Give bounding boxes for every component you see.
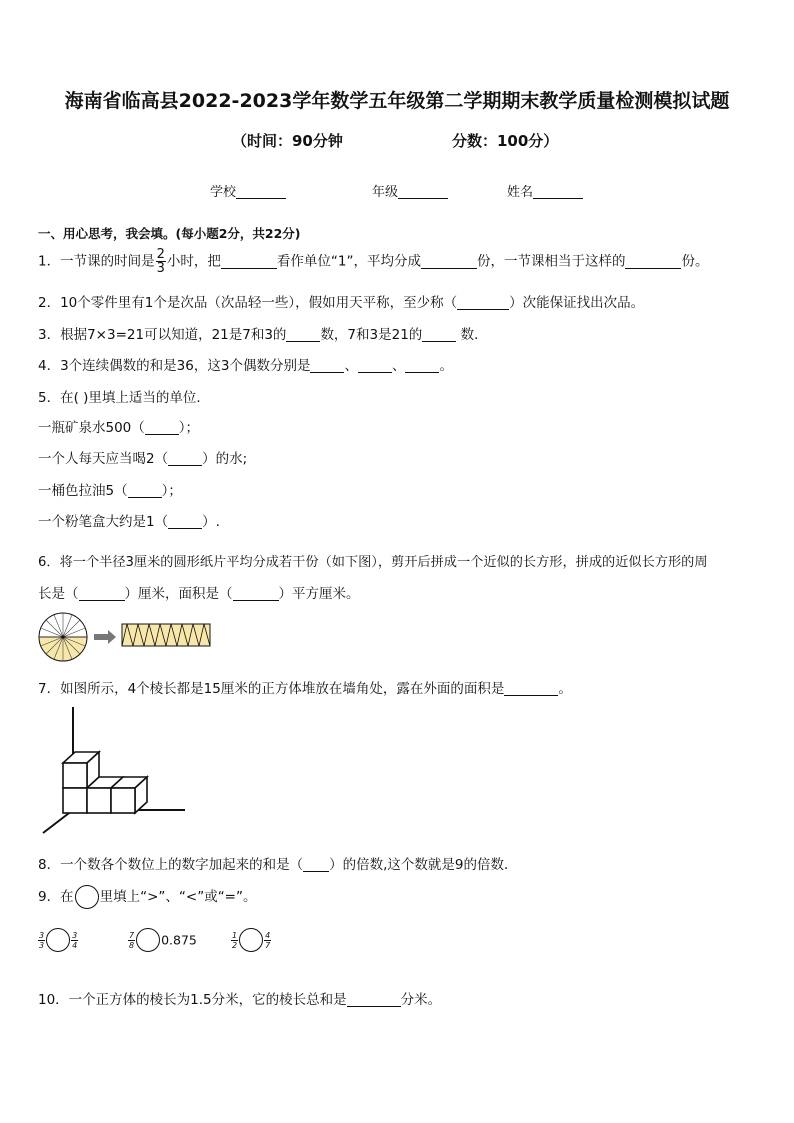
q9p3-compare-circle[interactable]: [239, 928, 263, 952]
q3-text-3: 数．: [456, 327, 488, 343]
q9p3-right-num: 4: [265, 930, 271, 940]
circle-to-rectangle-figure: [36, 610, 216, 664]
q3-blank-1[interactable]: [286, 327, 320, 342]
q5-item-b: [38, 447, 247, 467]
q9p1-compare-circle[interactable]: [46, 928, 70, 952]
question-6-line-2: [38, 582, 360, 602]
q9-circle-icon: [75, 885, 99, 909]
name-blank[interactable]: [533, 184, 583, 199]
q3-text-2: 数，7和3是21的: [320, 327, 423, 343]
cubes: [63, 752, 147, 813]
q6-text: 长是（: [38, 586, 79, 602]
q9p2-left-num: 7: [129, 930, 135, 940]
q7-text: 7．如图所示，4个棱长都是15厘米的正方体堆放在墙角处，露在外面的面积是: [38, 681, 505, 697]
q4-sep-1: 、: [344, 358, 358, 374]
q9-pair-2: [128, 928, 197, 952]
q9p1-right-num: 3: [72, 930, 78, 940]
q6-text-2: ）厘米，面积是（: [124, 586, 233, 602]
q4-blank-2[interactable]: [358, 358, 392, 373]
page-title: 海南省临高县2022-2023学年数学五年级第二学期期末教学质量检测模拟试题: [64, 90, 730, 112]
q5b-text-2: ）的水;: [202, 451, 248, 467]
q7-blank[interactable]: [504, 681, 558, 696]
q8-text: 8．一个数各个数位上的数字加起来的和是（: [38, 857, 304, 873]
divided-circle: [39, 613, 87, 661]
q1-text-3: 看作单位“1”，平均分成: [276, 253, 421, 270]
question-6: 6．将一个半径3厘米的圆形纸片平均分成若干份（如下图），剪开后拼成一个近似的长方形，拼成的近似长方形的周: [38, 555, 708, 570]
q8-text-2: ）的倍数,这个数就是9的倍数．: [329, 857, 518, 873]
question-2: [38, 291, 644, 311]
q4-text-2: 。: [439, 358, 453, 374]
exam-score: 分数：100分）: [452, 132, 559, 150]
q5b-text: 一个人每天应当喝2（: [38, 451, 169, 467]
q4-blank-1[interactable]: [310, 358, 344, 373]
question-8: [38, 853, 517, 873]
q3-text: 3．根据7×3=21可以知道，21是7和3的: [38, 327, 287, 343]
q1-text-2: 小时，把: [166, 253, 221, 270]
q1-frac-num: 2: [156, 247, 165, 262]
corner-cubes-figure: [40, 705, 190, 837]
q9-text-2: 里填上“>”、“<”或“=”。: [99, 889, 257, 905]
q9p1-left: [38, 931, 45, 950]
q9p3-left: [231, 931, 238, 950]
q9-pair-1: [38, 928, 78, 952]
q9p2-compare-circle[interactable]: [136, 928, 160, 952]
q5c-blank[interactable]: [128, 483, 162, 498]
q5d-text-2: ）.: [202, 514, 220, 530]
school-field: [210, 181, 286, 200]
q1-frac-den: 3: [156, 261, 165, 276]
q1-text: 1．一节课的时间是: [38, 253, 155, 270]
q9p3-right: [264, 931, 271, 950]
q6-blank-2[interactable]: [233, 586, 279, 601]
q5c-text: 一桶色拉油5（: [38, 483, 128, 499]
grade-field: [372, 181, 448, 200]
q9p1-right: [71, 931, 78, 950]
grade-label: 年级: [372, 185, 399, 200]
q9-text: 9．在: [38, 889, 74, 905]
q1-text-4: 份，一节课相当于这样的: [476, 253, 626, 270]
question-4: [38, 354, 453, 374]
q9p2-left-den: 8: [129, 940, 135, 950]
grade-blank[interactable]: [398, 184, 448, 199]
name-field: [507, 181, 583, 200]
q5d-blank[interactable]: [168, 514, 202, 529]
question-3: [38, 323, 488, 343]
approx-rectangle: [122, 624, 210, 646]
q5a-blank[interactable]: [145, 420, 179, 435]
q5-item-d: [38, 510, 220, 530]
q9p2-left: [128, 931, 135, 950]
name-label: 姓名: [507, 185, 534, 200]
q5b-blank[interactable]: [168, 451, 202, 466]
q9p3-left-num: 1: [232, 930, 238, 940]
q9p1-left-num: 3: [39, 930, 45, 940]
exam-time: （时间：90分钟: [232, 132, 343, 150]
q2-blank[interactable]: [457, 295, 509, 310]
school-label: 学校: [210, 185, 237, 200]
q2-text: 2．10个零件里有1个是次品（次品轻一些），假如用天平称，至少称（: [38, 295, 458, 311]
q9p2-right-value: 0.875: [161, 932, 197, 948]
q6-blank-1[interactable]: [79, 586, 125, 601]
q5-item-c: [38, 479, 182, 499]
q4-text: 4．3个连续偶数的和是36，这3个偶数分别是: [38, 358, 311, 374]
q9-pair-3: [231, 928, 271, 952]
q1-blank-2[interactable]: [421, 254, 477, 269]
q10-blank[interactable]: [347, 992, 401, 1007]
q10-text-2: 分米。: [400, 992, 442, 1008]
q5-item-a: [38, 416, 199, 436]
q5d-text: 一个粉笔盒大约是1（: [38, 514, 169, 530]
q3-blank-2[interactable]: [422, 327, 456, 342]
school-blank[interactable]: [236, 184, 286, 199]
q2-text-2: ）次能保证找出次品。: [509, 295, 645, 311]
question-1: [38, 248, 708, 275]
q6-text-3: ）平方厘米。: [278, 586, 360, 602]
question-7: [38, 677, 572, 697]
q10-text: 10．一个正方体的棱长为1.5分米，它的棱长总和是: [38, 992, 347, 1008]
q4-blank-3[interactable]: [405, 358, 439, 373]
q8-blank[interactable]: [303, 857, 329, 872]
arrow-icon: [94, 630, 116, 644]
section-heading: 一、用心思考，我会填。(每小题2分，共22分): [38, 226, 301, 241]
q4-sep-2: 、: [391, 358, 406, 374]
q5c-text-2: ）；: [161, 483, 182, 499]
q1-blank-3[interactable]: [625, 254, 681, 269]
q9p1-left-den: 3: [39, 940, 45, 950]
q7-text-2: 。: [558, 681, 572, 697]
q5a-text-2: ）；: [178, 420, 200, 436]
q1-text-5: 份。: [681, 253, 709, 270]
q9p3-right-den: 7: [265, 940, 271, 950]
q1-fraction: [156, 248, 166, 275]
q5a-text: 一瓶矿泉水500（: [38, 420, 145, 436]
question-10: [38, 988, 441, 1008]
q9p3-left-den: 2: [232, 940, 238, 950]
q9p1-right-den: 4: [72, 940, 78, 950]
q1-blank-1[interactable]: [221, 254, 277, 269]
question-9: [38, 885, 257, 909]
question-5: 5．在( )里填上适当的单位．: [38, 390, 210, 406]
